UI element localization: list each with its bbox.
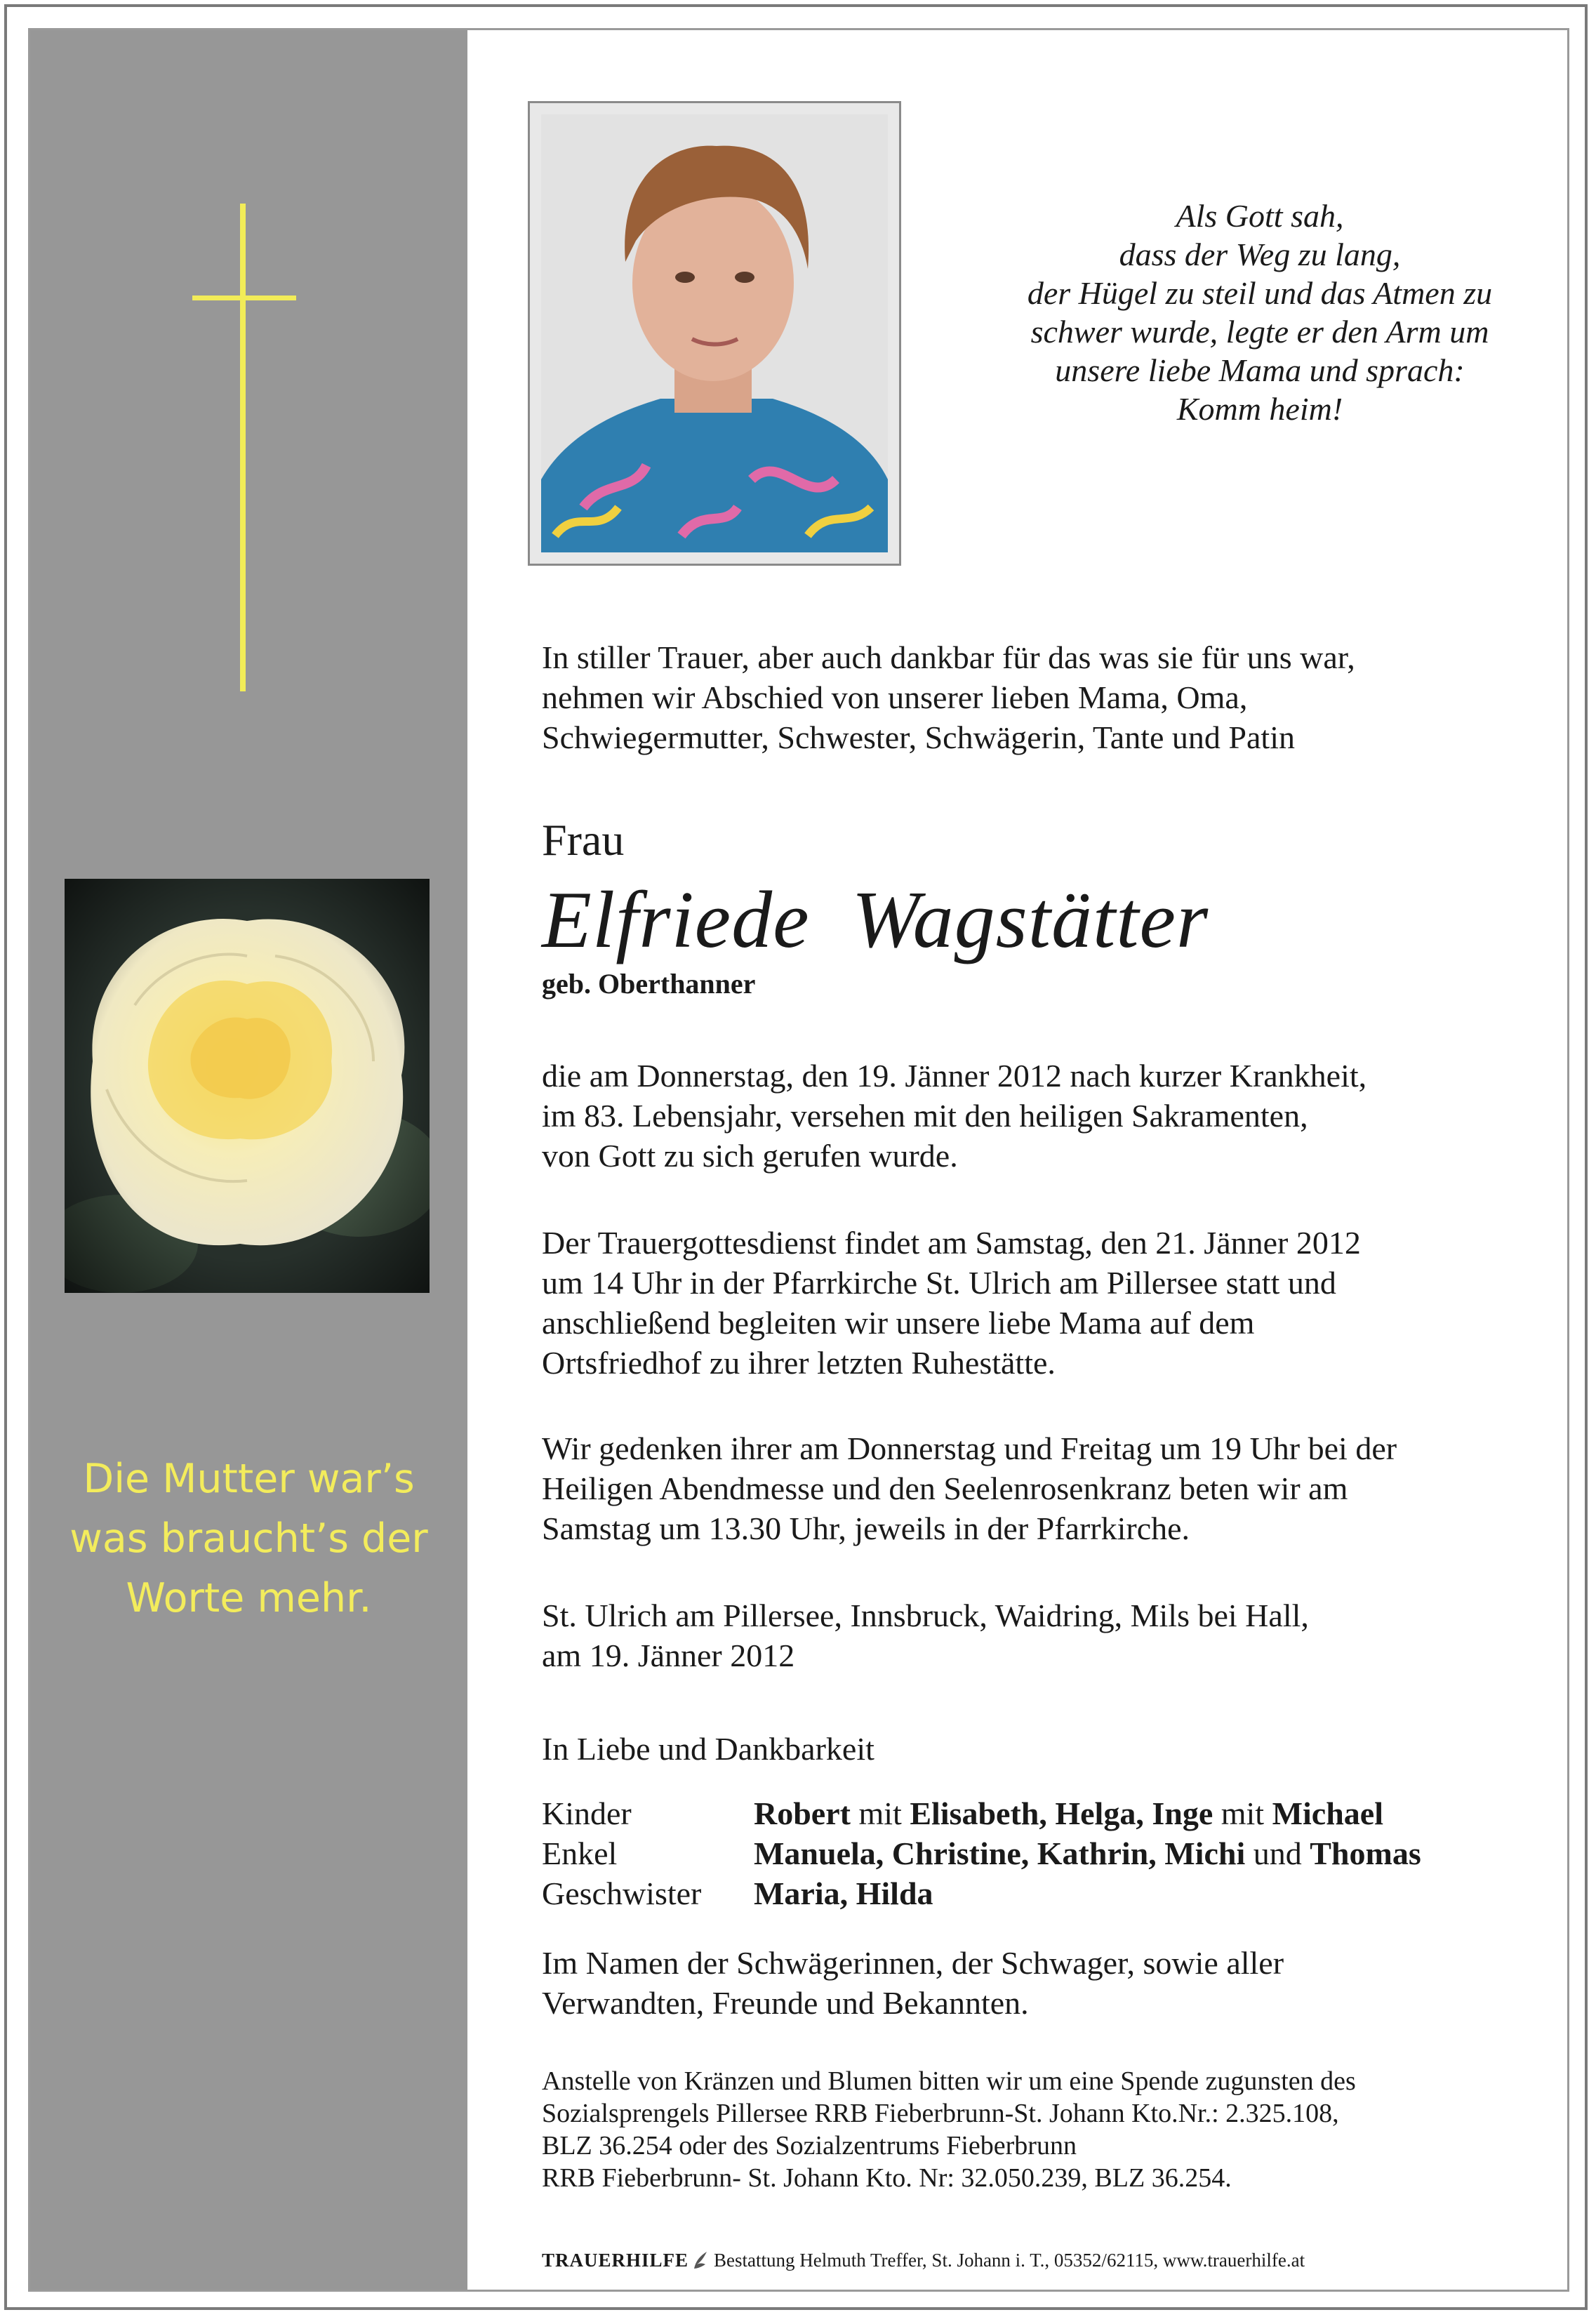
family-row-geschwister <box>542 1873 1421 1913</box>
service-line: um 14 Uhr in der Pfarrkirche St. Ulrich am Pillersee statt und <box>542 1265 1336 1301</box>
portrait-photo <box>541 114 888 552</box>
poem-line: Komm heim! <box>1176 391 1343 427</box>
relatives-line: Verwandten, Freunde und Bekannten. <box>542 1985 1029 2021</box>
family-row-enkel <box>542 1833 1421 1873</box>
place-date-line: St. Ulrich am Pillersee, Innsbruck, Waidring, Mils bei Hall, <box>542 1598 1309 1633</box>
yellow-rose-icon <box>65 879 430 1293</box>
footer-text: Bestattung Helmuth Treffer, St. Johann i. T., 05352/62115, www.trauerhilfe.at <box>714 2249 1305 2271</box>
place-date-paragraph <box>542 1595 1309 1675</box>
family-label: Kinder <box>542 1795 632 1831</box>
mass-line: Wir gedenken ihrer am Donnerstag und Freitag um 19 Uhr bei der <box>542 1430 1397 1466</box>
footer-brand: TRAUERHILFE <box>542 2249 689 2271</box>
intro-paragraph <box>542 637 1355 757</box>
donation-paragraph <box>542 2065 1356 2194</box>
service-line: anschließend begleiten wir unsere liebe Mama auf dem <box>542 1305 1255 1341</box>
sidebar-quote-line: was braucht’s der <box>69 1515 428 1562</box>
salutation: Frau <box>542 815 625 865</box>
donation-line: BLZ 36.254 oder des Sozialzentrums Fieberbrunn <box>542 2131 1077 2160</box>
place-date-line: am 19. Jänner 2012 <box>542 1638 795 1673</box>
intro-line: nehmen wir Abschied von unserer lieben Mama, Oma, <box>542 679 1248 715</box>
family-label: Geschwister <box>542 1875 702 1911</box>
poem-line: der Hügel zu steil und das Atmen zu <box>1027 275 1493 311</box>
service-paragraph <box>542 1223 1361 1383</box>
portrait-person-icon <box>541 114 888 552</box>
poem-line: unsere liebe Mama und sprach: <box>1055 352 1465 388</box>
intro-line: Schwiegermutter, Schwester, Schwägerin, Tante und Patin <box>542 719 1295 755</box>
mass-line: Samstag um 13.30 Uhr, jeweils in der Pfarrkirche. <box>542 1511 1190 1546</box>
family-names: Robert mit Elisabeth, Helga, Inge mit Michael <box>754 1795 1383 1831</box>
donation-line: Anstelle von Kränzen und Blumen bitten wir um eine Spende zugunsten des <box>542 2066 1356 2096</box>
intro-line: In stiller Trauer, aber auch dankbar für das was sie für uns war, <box>542 639 1355 675</box>
poem-line: schwer wurde, legte er den Arm um <box>1030 314 1489 350</box>
donation-line: RRB Fieberbrunn- St. Johann Kto. Nr: 32.050.239, BLZ 36.254. <box>542 2163 1232 2193</box>
mass-line: Heiligen Abendmesse und den Seelenrosenkranz beten wir am <box>542 1470 1348 1506</box>
sidebar-quote <box>30 1449 467 1628</box>
donation-line: Sozialsprengels Pillersee RRB Fieberbrunn-St. Johann Kto.Nr.: 2.325.108, <box>542 2099 1339 2128</box>
relatives-paragraph <box>542 1943 1284 2023</box>
family-label: Enkel <box>542 1835 618 1871</box>
closing-line: In Liebe und Dankbarkeit <box>542 1731 875 1767</box>
service-line: Ortsfriedhof zu ihrer letzten Ruhestätte. <box>542 1345 1056 1381</box>
family-row-kinder <box>542 1793 1421 1833</box>
poem <box>965 197 1555 428</box>
sidebar-quote-line: Worte mehr. <box>126 1575 372 1621</box>
death-paragraph <box>542 1056 1366 1176</box>
poem-line: Als Gott sah, <box>1176 198 1344 234</box>
dove-logo-icon <box>691 2249 710 2271</box>
service-line: Der Trauergottesdienst findet am Samstag, den 21. Jänner 2012 <box>542 1225 1361 1261</box>
sidebar-quote-line: Die Mutter war’s <box>83 1456 415 1502</box>
portrait-photo-frame <box>528 101 901 566</box>
mass-paragraph <box>542 1428 1397 1548</box>
death-line: die am Donnerstag, den 19. Jänner 2012 nach kurzer Krankheit, <box>542 1058 1367 1094</box>
maiden-name: geb. Oberthanner <box>542 968 756 1000</box>
poem-line: dass der Weg zu lang, <box>1119 237 1401 272</box>
footer <box>542 2249 1305 2271</box>
rose-image <box>65 879 430 1293</box>
death-line: von Gott zu sich gerufen wurde. <box>542 1138 958 1174</box>
family-list <box>542 1793 1421 1913</box>
deceased-name: Elfriede Wagstätter <box>542 875 1209 965</box>
cross-icon-horizontal <box>192 296 296 300</box>
relatives-line: Im Namen der Schwägerinnen, der Schwager, sowie aller <box>542 1945 1284 1981</box>
death-line: im 83. Lebensjahr, versehen mit den heiligen Sakramenten, <box>542 1098 1308 1134</box>
cross-icon-vertical <box>240 204 246 691</box>
family-names: Manuela, Christine, Kathrin, Michi und Thomas <box>754 1835 1421 1871</box>
family-names: Maria, Hilda <box>754 1875 933 1911</box>
